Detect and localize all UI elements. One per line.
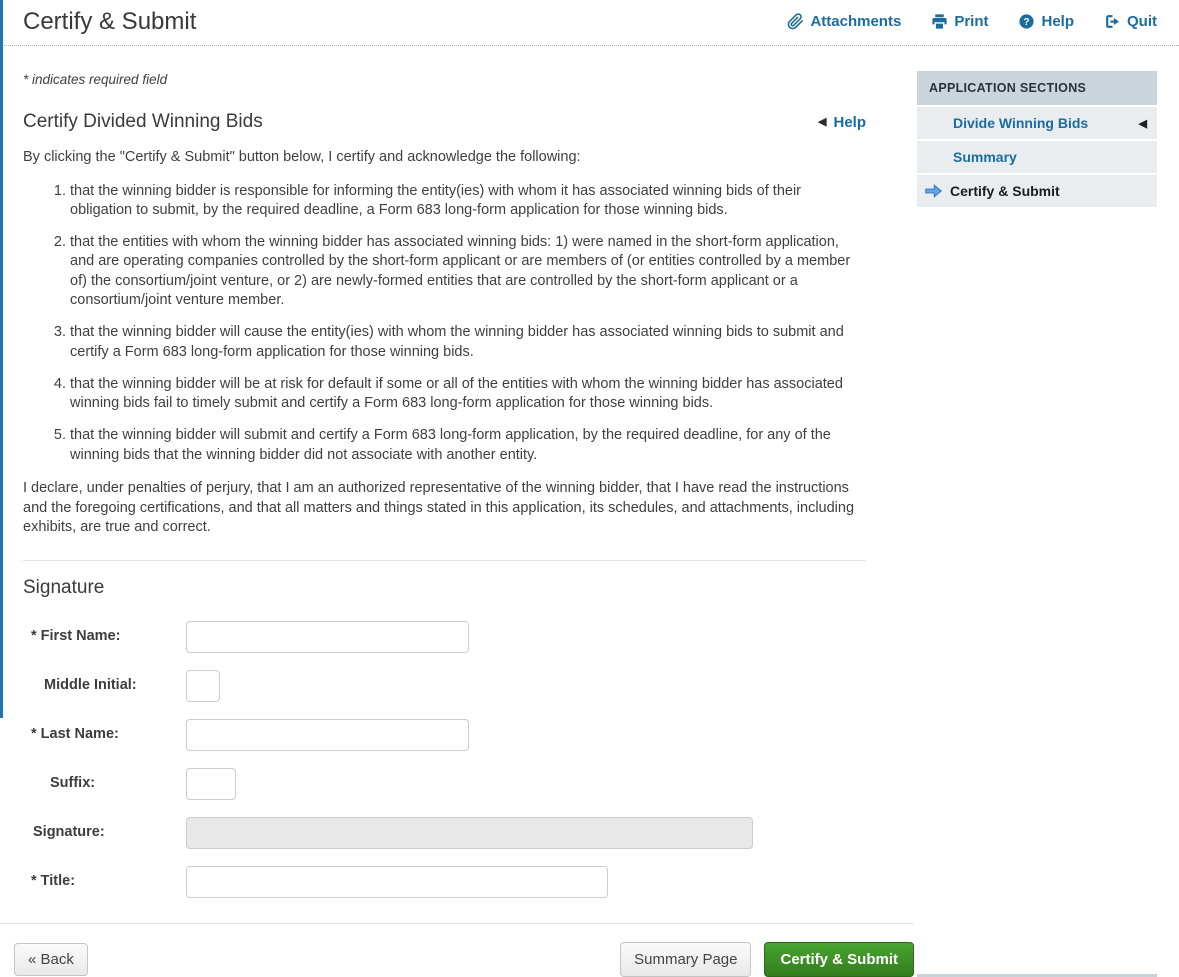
content-column <box>0 46 917 977</box>
form-row <box>23 866 889 898</box>
back-button[interactable]: « Back <box>14 943 88 976</box>
suffix-label: Suffix: <box>50 774 96 791</box>
certification-item: 5. that the winning bidder will submit and certify a Form 683 long-form application, by the required deadline, for any of the winning bids that the winning bidder did not associate with another entity. <box>70 426 866 465</box>
last-name-input[interactable] <box>186 719 469 751</box>
header-links <box>787 13 1157 30</box>
quit-label: Quit <box>1127 13 1157 30</box>
left-accent-bar <box>0 0 3 718</box>
certification-item: 1. that the winning bidder is responsible for informing the entity(ies) with whom it has associated winning bids of their obligation to submit, by the required deadline, a Form 683 long-form application for those winning bids. <box>70 182 866 221</box>
suffix-input[interactable] <box>186 768 236 800</box>
form-row <box>23 621 889 653</box>
print-label: Print <box>954 13 989 30</box>
sidebar-item-label: Summary <box>953 149 1017 165</box>
certification-item: 3. that the winning bidder will cause the entity(ies) with whom the winning bidder has associated winning bids to submit and certify a Form 683 long-form application for those winning bids. <box>70 323 866 362</box>
certify-submit-button[interactable]: Certify & Submit <box>764 942 914 977</box>
footer-actions <box>0 942 914 977</box>
printer-icon <box>931 13 948 30</box>
paperclip-icon <box>787 13 804 30</box>
svg-text:?: ? <box>1023 17 1031 29</box>
signature-heading: Signature <box>23 576 105 598</box>
signature-label: Signature: <box>33 823 105 840</box>
signature-form <box>23 621 889 898</box>
quit-link[interactable] <box>1104 13 1157 30</box>
help-link-top[interactable] <box>1018 13 1074 30</box>
sign-out-icon <box>1104 13 1121 30</box>
section-heading-row <box>23 111 866 133</box>
sidebar-item-summary[interactable] <box>917 141 1157 173</box>
last-name-label: * Last Name: <box>31 725 119 742</box>
footer-divider <box>0 923 914 924</box>
sidebar-title: APPLICATION SECTIONS <box>917 71 1157 105</box>
main-area <box>0 46 1179 977</box>
sidebar-item-label: Divide Winning Bids <box>953 115 1089 131</box>
section-heading: Certify Divided Winning Bids <box>23 111 263 132</box>
attachments-link[interactable] <box>787 13 901 30</box>
page-header <box>0 0 1179 46</box>
section-divider <box>23 560 866 561</box>
section-help-link[interactable] <box>818 114 866 131</box>
sidebar-item-label: Certify & Submit <box>950 183 1060 199</box>
page-title: Certify & Submit <box>23 7 197 35</box>
middle-initial-label: Middle Initial: <box>44 676 137 693</box>
certification-item: 2. that the entities with whom the winning bidder has associated winning bids: 1) were named in the short-form application, and are operating companies controlled by the short-form applicant or are members of (or entities controlled by a member of) the consortium/joint venture, or 2) are newly-formed entities that are controlled by the short-form applicant or a consortium/joint venture member. <box>70 233 866 310</box>
sidebar-item-certify-submit[interactable] <box>917 175 1157 207</box>
summary-page-button[interactable]: Summary Page <box>620 942 751 977</box>
title-label: * Title: <box>31 872 76 889</box>
required-field-note: * indicates required field <box>23 72 168 87</box>
sidebar-item-divide-winning-bids[interactable] <box>917 107 1157 139</box>
left-triangle-icon: ◀ <box>818 115 827 128</box>
question-circle-icon <box>1018 13 1035 30</box>
certification-list <box>23 182 866 465</box>
form-row <box>23 768 889 800</box>
form-row <box>23 719 889 751</box>
first-name-label: * First Name: <box>31 627 121 644</box>
application-sections-sidebar <box>917 71 1157 977</box>
footer-right-buttons <box>620 942 914 977</box>
title-input[interactable] <box>186 866 608 898</box>
certify-intro: By clicking the "Certify & Submit" button below, I certify and acknowledge the following: <box>23 149 581 165</box>
first-name-input[interactable] <box>186 621 469 653</box>
section-help-label: Help <box>833 113 866 131</box>
form-row <box>23 817 889 849</box>
signature-input <box>186 817 753 849</box>
perjury-declaration: I declare, under penalties of perjury, that I am an authorized representative of the winning bidder, that I have read the instructions and the foregoing certifications, and that all matters and things stated in this application, its schedules, and attachments, including exhibits, are true and correct. <box>23 479 855 536</box>
right-arrow-icon <box>925 184 942 198</box>
print-link[interactable] <box>931 13 988 30</box>
certification-item: 4. that the winning bidder will be at risk for default if some or all of the entities with whom the winning bidder has associated winning bids fail to timely submit and certify a Form 683 long-form application for those winning bids. <box>70 375 866 414</box>
attachments-label: Attachments <box>810 13 902 30</box>
form-row <box>23 670 889 702</box>
middle-initial-input[interactable] <box>186 670 220 702</box>
help-label-top: Help <box>1041 13 1074 30</box>
left-triangle-icon: ◀ <box>1138 117 1147 130</box>
